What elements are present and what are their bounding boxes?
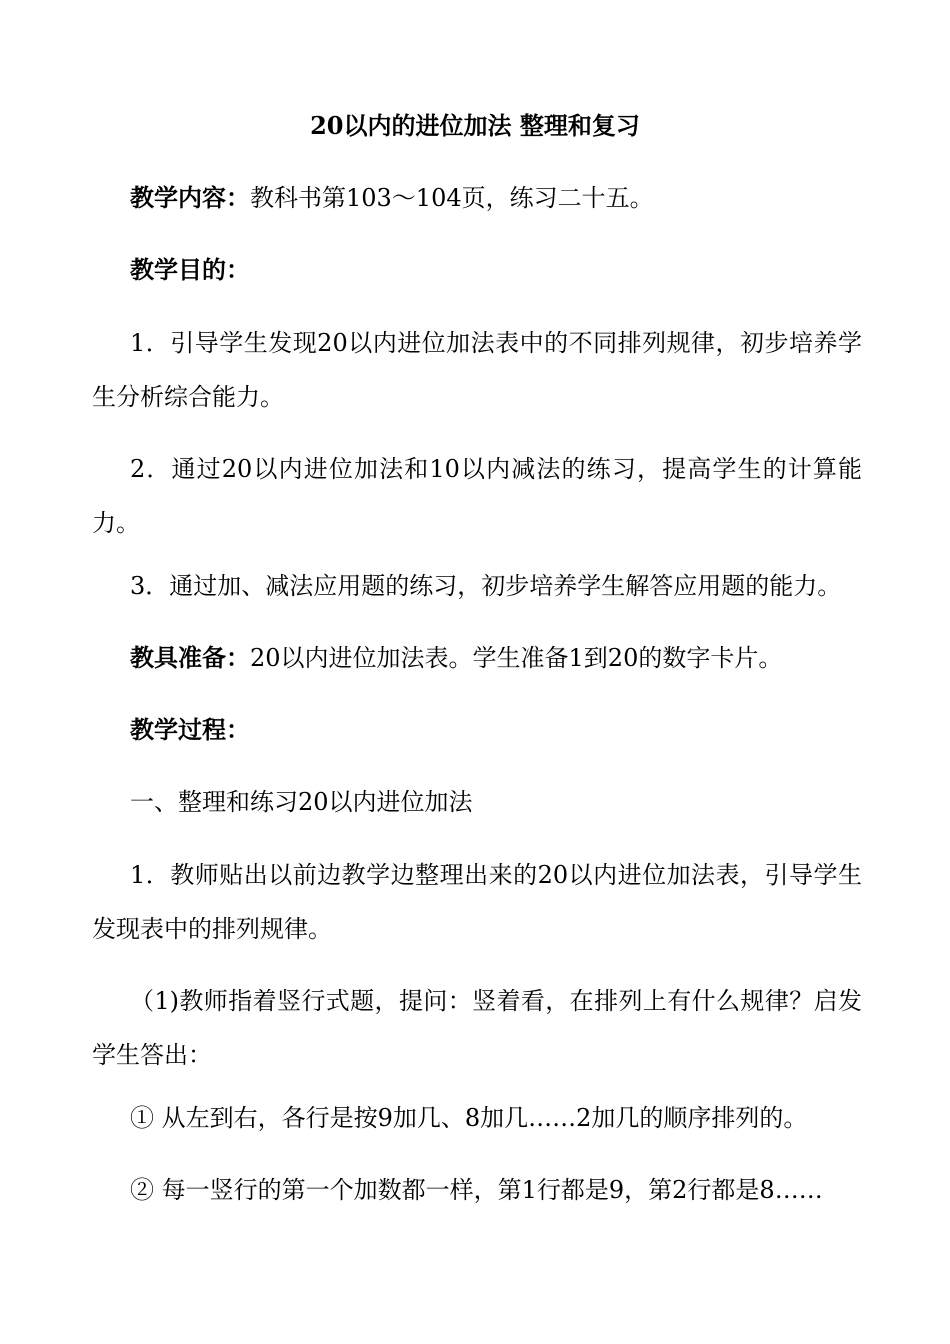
step-1-paragraph: 1．教师贴出以前边教学边整理出来的20以内进位加法表，引导学生发现表中的排列规律。 [92, 861, 862, 943]
teaching-tools-label: 教具准备： [130, 643, 250, 672]
teaching-content-paragraph [92, 180, 862, 216]
teaching-tools-text: 20以内进位加法表。学生准备1到20的数字卡片。 [250, 644, 783, 672]
section-1-heading: 一、整理和练习20以内进位加法 [130, 788, 473, 816]
goal-2-paragraph: 2．通过20以内进位加法和10以内减法的练习，提高学生的计算能力。 [92, 455, 862, 537]
teaching-goals-heading [92, 252, 862, 288]
goal-3-paragraph: 3．通过加、减法应用题的练习，初步培养学生解答应用题的能力。 [130, 572, 842, 600]
goal-1-paragraph: 1．引导学生发现20以内进位加法表中的不同排列规律，初步培养学生分析综合能力。 [92, 329, 862, 411]
point-2-paragraph: ② 每一竖行的第一个加数都一样，第1行都是9，第2行都是8…… [130, 1176, 823, 1204]
teaching-process-heading [92, 712, 862, 748]
point-1-paragraph: ① 从左到右，各行是按9加几、8加几……2加几的顺序排列的。 [130, 1104, 808, 1132]
teaching-process-label: 教学过程： [130, 715, 250, 744]
teaching-content-label: 教学内容： [130, 183, 250, 212]
step-1-1-paragraph: （1)教师指着竖行式题，提问：竖着看，在排列上有什么规律？启发学生答出： [92, 987, 862, 1069]
teaching-content-text: 教科书第103～104页，练习二十五。 [250, 184, 654, 212]
teaching-tools-paragraph [92, 640, 862, 676]
teaching-goals-label: 教学目的： [130, 255, 250, 284]
document-title: 20以内的进位加法 整理和复习 [310, 111, 640, 140]
